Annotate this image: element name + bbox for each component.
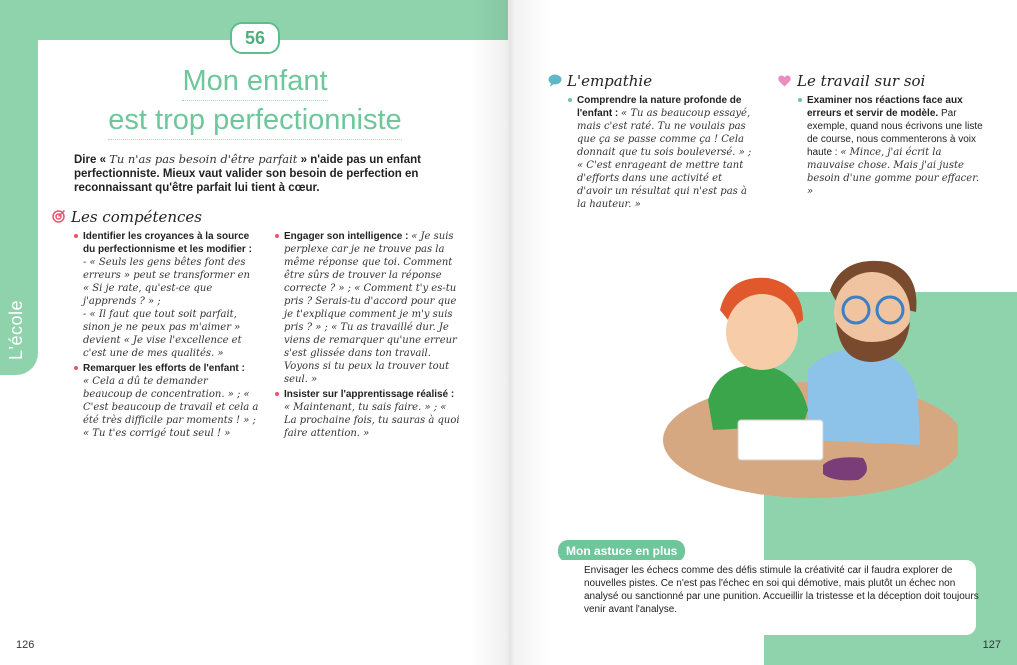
target-icon — [52, 209, 65, 222]
item-text: « Tu as beaucoup essayé, mais c'est raté. Tu ne voulais pas que ça se passe comme ça ! Cela donnait que tu sois bouleversé. » ; « C'est enrageant de mettre tant d'efforts dans une activité et d'avoir un résultat qui n'est pas à la hauteur. » — [577, 108, 752, 210]
item-title: Remarquer les efforts de l'enfant : — [83, 363, 245, 374]
intro-paragraph — [74, 152, 424, 195]
item-title: Comprendre la nature profonde de l'enfant : — [577, 95, 742, 119]
list-item — [798, 94, 983, 198]
father-body — [808, 349, 920, 445]
section-heading-empathie — [548, 72, 652, 90]
child-face — [726, 294, 798, 370]
speech-bubble-icon — [548, 73, 561, 86]
list-item — [275, 230, 460, 386]
item-text: - « Il faut que tout soit parfait, sinon je ne peux pas m'aimer » devient « Je vise l'excellence et c'est une de mes qualités. » — [83, 309, 242, 359]
right-page — [508, 0, 1017, 665]
pencil-case — [823, 457, 867, 480]
competences-column-2 — [275, 230, 460, 442]
item-text: - « Seuls les gens bêtes font des erreurs » peut se transformer en « Si je rate, qu'est-ce que j'apprends ? » ; — [83, 257, 250, 307]
section-heading-competences — [52, 208, 202, 226]
page-number-right: 127 — [982, 639, 1001, 651]
list-item — [568, 94, 758, 211]
page-title — [60, 62, 450, 140]
item-title: Identifier les croyances à la source du perfectionnisme et les modifier : — [83, 231, 252, 255]
number-badge: 56 — [230, 22, 280, 54]
item-title: Examiner nos réactions face aux erreurs et servir de modèle. — [807, 95, 963, 119]
list-item — [74, 362, 259, 440]
empathie-title: L'empathie — [567, 72, 653, 90]
title-line-1: Mon enfant — [182, 62, 327, 101]
astuce-text: Envisager les échecs comme des défis stimule la créativité car il faudra explorer de nouvelles pistes. Ce n'est pas l'échec en soi qui démotive, mais plutôt un échec non analysé ou sanctionné par une punition. Accueillir la tristesse et la déception doit toujours venir avant l'analyse. — [584, 565, 979, 615]
item-title: Insister sur l'apprentissage réalisé : — [284, 389, 455, 400]
chapter-label: L'école — [6, 300, 26, 360]
title-line-2: est trop perfectionniste — [108, 101, 401, 140]
section-title: Les compétences — [71, 208, 202, 226]
illustration — [658, 250, 958, 510]
item-text: « Je suis perplexe car je ne trouve pas la même réponse que toi. Comment être sûrs de trouver la réponse correcte ? » ; « Comment t'y es-tu pris ? Serais-tu d'accord pour que je t'explique comment je m'y suis pris ? » ; « Tu as travaillé dur. Je viens de remarquer qu'une erreur s'est glissée dans ton travail. Voyons si tu peux la trouver tout seul. » — [284, 231, 457, 385]
travail-block — [798, 94, 983, 200]
item-text-handwritten: « Mince, j'ai écrit la mauvaise chose. Mais j'ai juste besoin d'une gomme pour effacer. » — [807, 147, 980, 197]
item-text: Par exemple, quand nous écrivons une liste de course, nous commenterons à voix haute : — [807, 108, 983, 158]
item-text: « Maintenant, tu sais faire. » ; « La prochaine fois, tu sauras à quoi faire attention. » — [284, 402, 460, 439]
item-title: Engager son intelligence : — [284, 231, 409, 242]
heart-icon — [778, 73, 791, 86]
astuce-label: Mon astuce en plus — [558, 540, 685, 562]
intro-pre: Dire « — [74, 154, 110, 166]
left-page — [0, 0, 508, 665]
intro-post: » n'aide pas un enfant perfectionniste. Mieux vaut valider son besoin de perfection en reconnaissant qu'être parfait lui tient à cœur. — [74, 154, 421, 194]
list-item — [74, 230, 259, 360]
item-text: « Cela a dû te demander beaucoup de concentration. » ; « C'est beaucoup de travail et cela a été très difficile par moments ! » ; « Tu t'es corrigé tout seul ! » — [83, 376, 259, 439]
travail-title: Le travail sur soi — [797, 72, 926, 90]
section-heading-travail — [778, 72, 925, 90]
intro-quote: Tu n'as pas besoin d'être parfait — [109, 152, 298, 166]
page-number-left: 126 — [16, 639, 35, 651]
list-item — [275, 388, 460, 440]
empathie-block — [568, 94, 758, 213]
competences-column-1 — [74, 230, 259, 442]
notebook — [738, 420, 823, 460]
astuce-header — [558, 540, 758, 562]
